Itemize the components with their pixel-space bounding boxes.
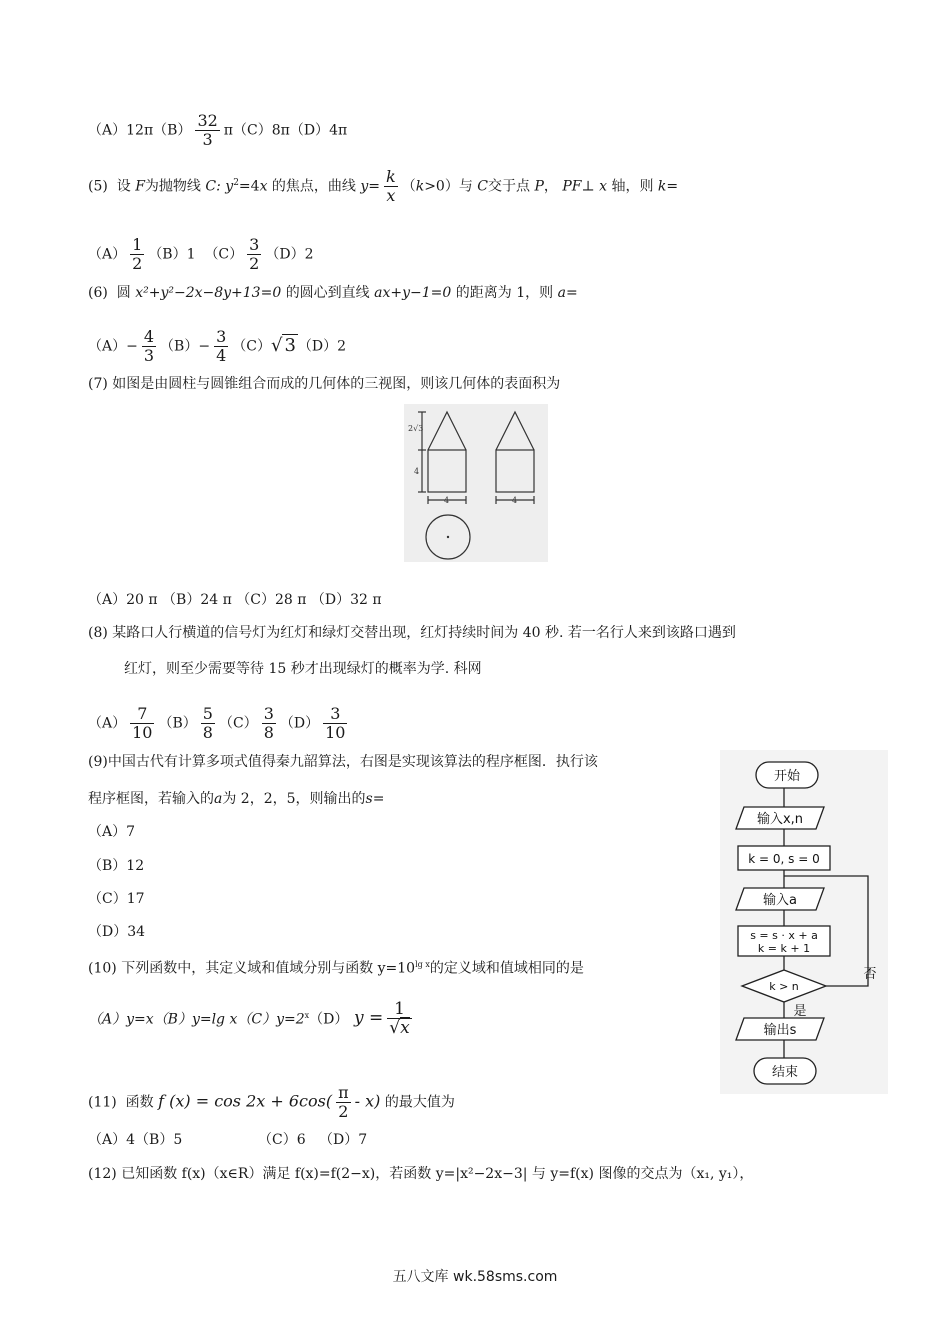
flow-no-label: 否 [863, 967, 877, 982]
q9-flowchart [720, 750, 888, 1094]
front-height-cylinder-label: 4 [414, 467, 420, 476]
q9-line1: (9)中国古代有计算多项式值得秦九韶算法，右图是实现该算法的程序框图．执行该 [88, 754, 598, 770]
q4-b-fraction: $\frac{32}{3}$ [197, 111, 218, 149]
q4-c-label: （C） [233, 122, 272, 139]
q4-b-label: （B） [153, 122, 192, 139]
q5-a-fraction: $\frac{1}{2}$ [132, 235, 143, 273]
q4-a-value: 12π [126, 122, 154, 139]
q4-d-label: （D） [289, 122, 330, 139]
flow-end-text: 结束 [771, 1065, 799, 1080]
flow-input-xn-text: 输入x,n [756, 812, 804, 827]
flow-output-text: 输出s [763, 1023, 797, 1038]
q5-options: （A） $\frac{1}{2}$ （B）1 （C） $\frac{3}{2}$ （D）2 [88, 235, 314, 273]
q10-d-expression: y = $\frac{1}{√x}$ [354, 999, 410, 1038]
q9-line2: 程序框图，若输入的a为 2，2，5，则输出的s= [88, 791, 385, 807]
q11-options: （A）4（B）5 [88, 1132, 183, 1148]
q8-b-fraction: $\frac{5}{8}$ [202, 704, 213, 742]
flowchart-background [720, 750, 888, 1094]
q5-k-over-x: $\frac{k}{x}$ [386, 167, 396, 205]
q9-option-d: （D）34 [88, 924, 146, 940]
q4-b-pi: π [223, 122, 233, 139]
q10-options: （A）y=x（B）y=lg $x(C)y=2^x(D)$ [88, 1011, 349, 1028]
q7-options: （A）20 π （B）24 π （C）28 π （D）32 π [88, 592, 382, 608]
q6-a-fraction: $\frac{4}{3}$ [143, 327, 155, 365]
front-height-cone-label: 2√3 [408, 424, 424, 433]
front-width-label: 4 [444, 496, 450, 505]
q6-options: （A）− $\frac{4}{3}$ （B）− $\frac{3}{4}$ （C）√ 3 （D）2 [88, 327, 347, 365]
flow-update-text-1: s = s · x + a [750, 929, 818, 942]
q9-option-a: （A）7 [88, 824, 136, 840]
q8-a-fraction: $\frac{7}{10}$ [132, 704, 153, 742]
q4-options [88, 112, 347, 149]
q8-line2: 红灯，则至少需要等待 15 秒才出现绿灯的概率为学. 科网 [124, 661, 482, 677]
top-view-center [447, 536, 449, 538]
flow-start-text: 开始 [773, 769, 801, 784]
q5-c-fraction: $\frac{3}{2}$ [249, 235, 260, 273]
q6-question: (6) 圆 x²+y²−2x−8y+13=0 的圆心到直线 ax+y−1=0 的距离为 1，则 a= [88, 285, 578, 301]
q9-option-b: （B）12 [88, 858, 145, 874]
flow-init-text: k = 0, s = 0 [748, 852, 820, 866]
footer-watermark: 五八文库 wk.58sms.com [392, 1269, 558, 1285]
flow-input-a-text: 输入a [763, 893, 797, 908]
q4-a-label: （A） [88, 122, 127, 139]
q6-c-sqrt: √ 3 [270, 334, 296, 356]
flow-condition-text: k > n [769, 980, 799, 993]
q7-three-view-figure [404, 404, 548, 562]
q9-option-c: （C）17 [88, 891, 145, 907]
q8-c-fraction: $\frac{3}{8}$ [263, 704, 274, 742]
q11-options-cd: （C）6 （D）7 [258, 1132, 368, 1148]
q12-question: (12) 已知函数 f(x)（x∈R）满足 f(x)=f(2−x)，若函数 y=|x²−2x−3| 与 y=f(x) 图像的交点为（x₁, y₁）， [88, 1166, 754, 1182]
q4-c-value: 8π [271, 122, 290, 139]
q5-question: (5) 设 F为抛物线 C: $y^2=4x$ 的焦点，曲线 y= $\frac{k}{x}$ （k>0）与 C交于点 P， PF⊥ x 轴，则 k= [88, 167, 679, 205]
flow-update-text-2: k = k + 1 [757, 942, 811, 955]
flow-yes-label: 是 [793, 1004, 807, 1019]
q8-line1: (8) 某路口人行横道的信号灯为红灯和绿灯交替出现，红灯持续时间为 40 秒. 若一名行人来到该路口遇到 [88, 625, 736, 641]
q10-d-fraction: $\frac{1}{√x}$ [389, 999, 410, 1038]
q4-d-value: 4π [329, 122, 348, 139]
q11-question: (11) 函数 f (x) = cos 2x + 6cos( $\frac{\pi}{2}$ - x) 的最大值为 [88, 1083, 455, 1121]
q7-question: (7) 如图是由圆柱与圆锥组合而成的几何体的三视图，则该几何体的表面积为 [88, 376, 561, 392]
q6-b-fraction: $\frac{3}{4}$ [216, 327, 227, 365]
q8-d-fraction: $\frac{3}{10}$ [325, 704, 346, 742]
q11-pi-over-2: $\frac{\pi}{2}$ [338, 1083, 349, 1121]
q8-options: （A） $\frac{7}{10}$ （B） $\frac{5}{8}$ （C） $\frac{3}{8}$ （D） $\frac{3}{10}$ [88, 704, 346, 742]
side-width-label: 4 [512, 496, 518, 505]
q10-question: (10) 下列函数中，其定义域和值域分别与函数 $y=10^{lg x}$的定义域和值域相同的是 [88, 960, 584, 977]
